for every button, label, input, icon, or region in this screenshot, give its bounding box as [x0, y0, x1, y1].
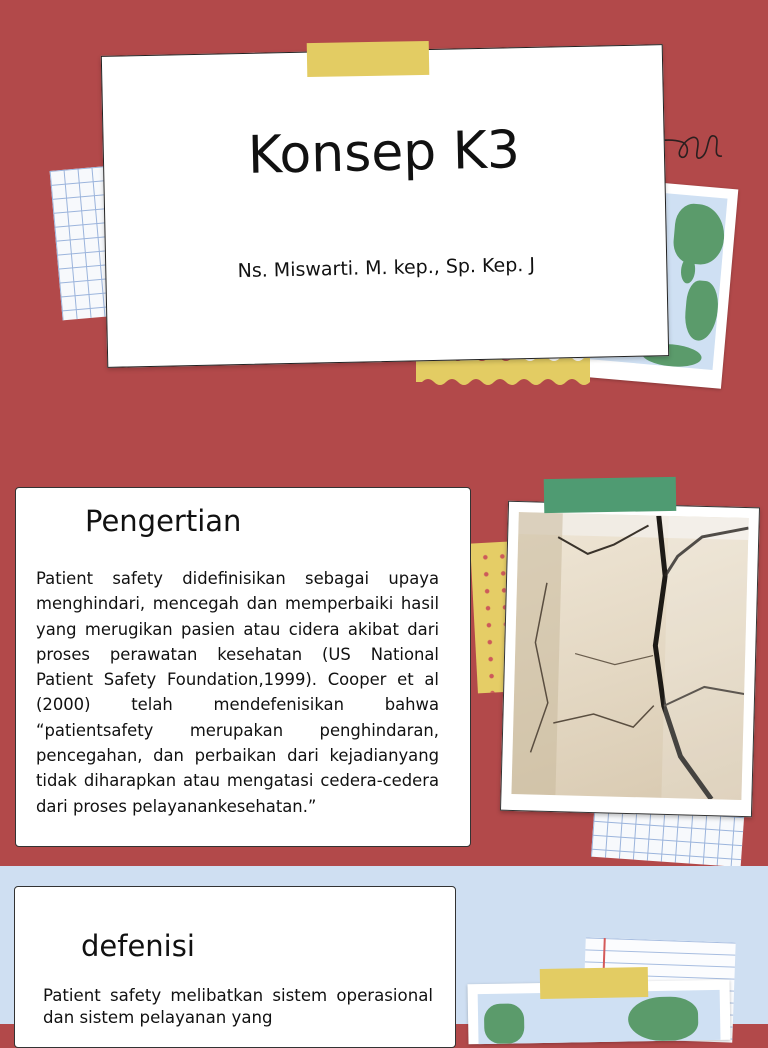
defenisi-body: Patient safety melibatkan sistem operasional dan sistem pelayanan yang [43, 986, 433, 1027]
slide-pengertian [0, 460, 768, 866]
pengertian-heading: Pengertian [85, 504, 242, 538]
cracked-wall-photo [500, 501, 760, 817]
slide-defenisi [0, 866, 768, 1027]
pengertian-card [15, 487, 471, 847]
title-card [101, 44, 669, 368]
slide-title [0, 0, 768, 460]
author-subtitle: Ns. Miswarti. M. kep., Sp. Kep. J [237, 253, 536, 283]
tape-yellow-top [307, 41, 430, 77]
pengertian-body: Patient safety didefinisikan sebagai upaya menghindari, mencegah dan memperbaiki hasil yang merugikan pasien atau cidera akibat dari proses perawatan kesehatan (US National Patient Safety Foundation,1999). Cooper et al (2000) telah mendefenisikan bahwa “patientsafety merupakan penghindaran, pencegahan, dan perbaikan dari kejadianyang tidak diharapkan atau mengatasi cedera-cedera dari proses pelayanankesehatan.” [36, 569, 439, 816]
tape-green [544, 477, 677, 513]
defenisi-heading: defenisi [81, 929, 195, 963]
page-title: Konsep K3 [247, 120, 521, 186]
tape-yellow-slide3 [540, 967, 649, 999]
